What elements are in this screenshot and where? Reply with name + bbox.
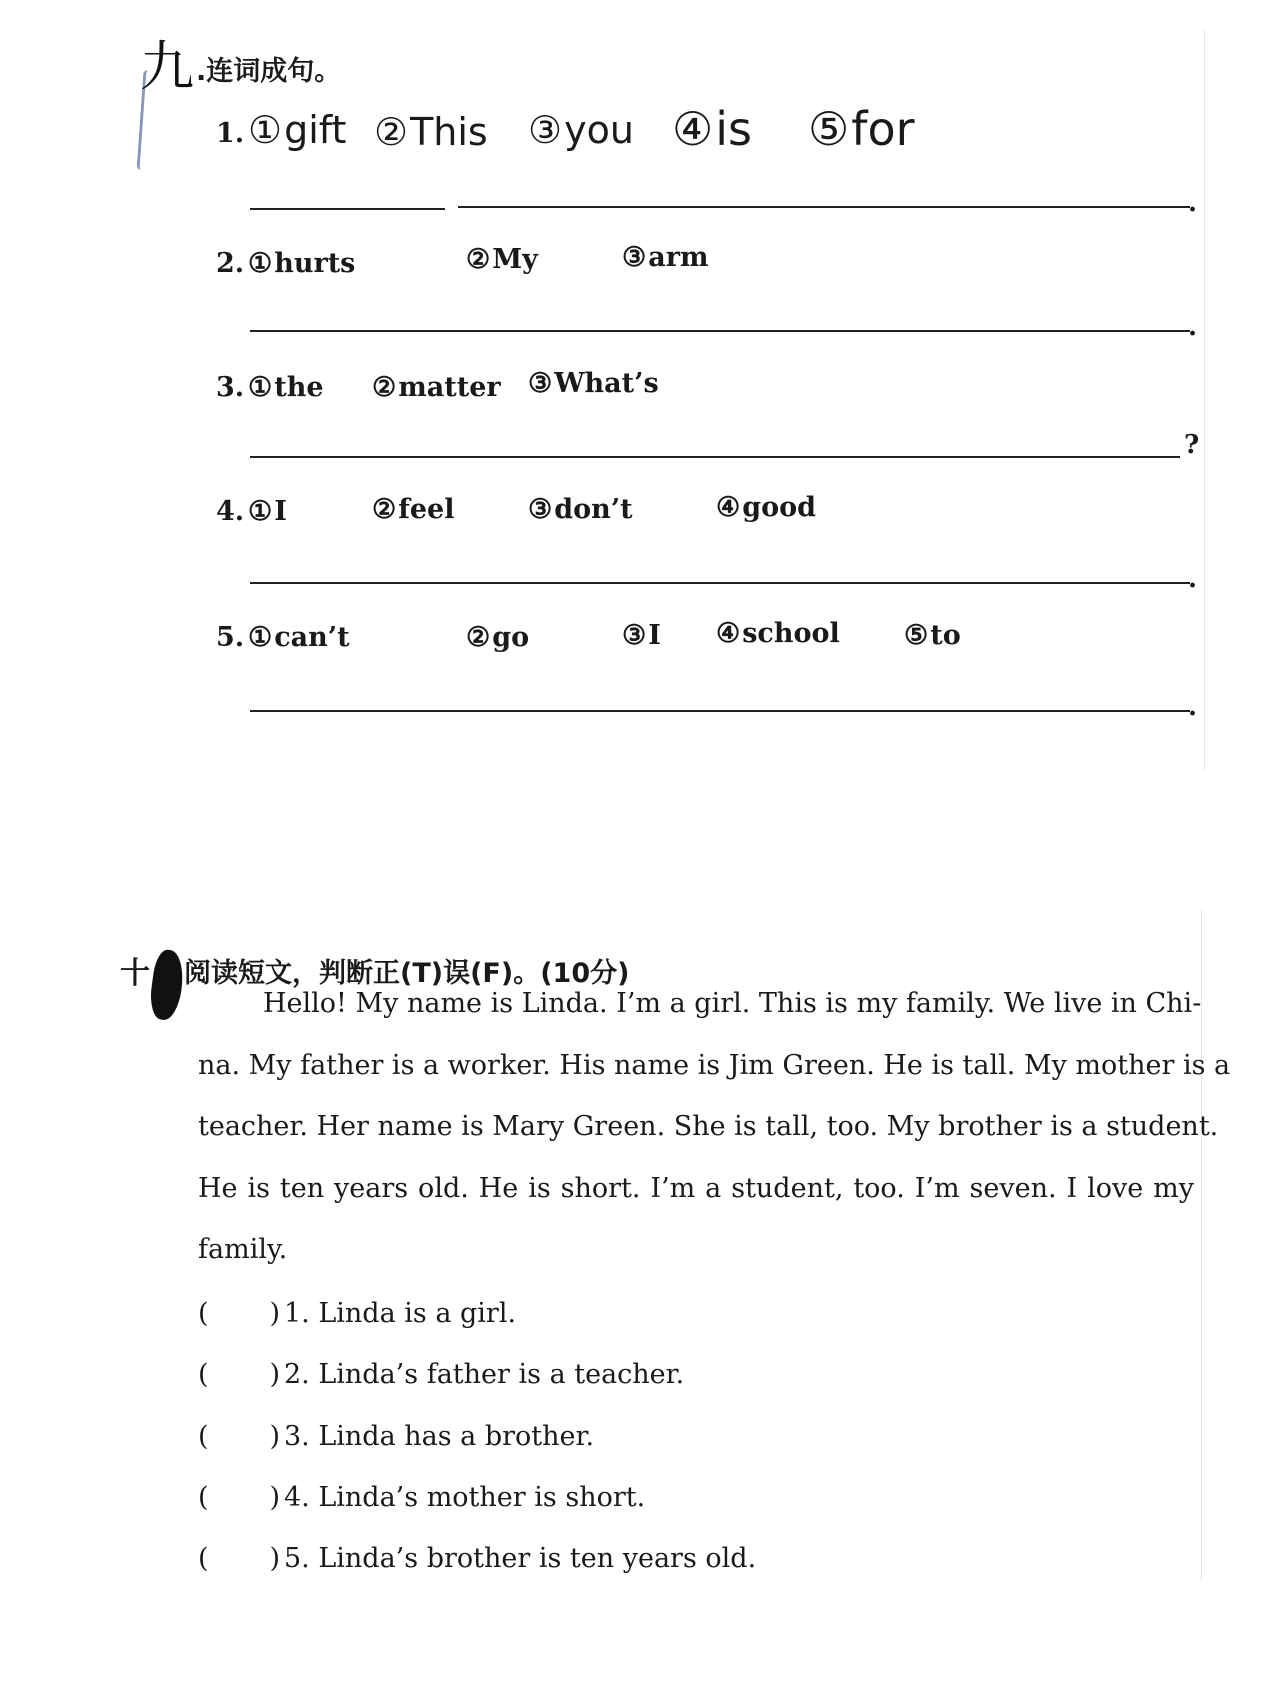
answer-paren[interactable]: ( ) [198,1482,280,1513]
word-option: ④is [672,102,752,156]
tf-statement: 3. Linda has a brother. [284,1421,595,1452]
ink-blot [147,948,186,1021]
tf-statement: 1. Linda is a girl. [284,1298,517,1329]
sentence-end-mark: . [1188,564,1198,594]
tf-statement: 5. Linda’s brother is ten years old. [284,1543,757,1574]
word-option: ①the [248,372,324,403]
section10-title: 阅读短文，判断正(T)误(F)。(10分) [184,957,630,989]
question-5: 5. [216,622,245,653]
word-option: ②matter [372,372,501,403]
sentence-end-mark: . [1188,188,1198,218]
word-option: ⑤to [904,620,961,651]
word-option: ③I [622,620,661,651]
answer-paren[interactable]: ( ) [198,1543,280,1574]
question-4: 4. [216,496,245,527]
word-option: ④school [716,618,840,649]
word-option: ②This [374,110,488,154]
tf-statement: 4. Linda’s mother is short. [284,1482,646,1513]
section9-title: .连词成句。 [196,56,342,87]
scan-edge-line [1204,30,1205,770]
sentence-end-mark: ? [1184,430,1200,460]
answer-paren[interactable]: ( ) [198,1298,280,1329]
word-option: ①I [248,496,287,527]
tf-item [198,1298,516,1329]
word-option: ③you [528,108,634,152]
answer-line[interactable] [250,208,445,210]
passage-line: teacher. Her name is Mary Green. She is tall, too. My brother is a student. [198,1111,1219,1142]
answer-paren[interactable]: ( ) [198,1421,280,1452]
tf-item [198,1421,594,1452]
sentence-end-mark: . [1188,692,1198,722]
question-3: 3. [216,372,245,403]
scan-edge-line [1201,910,1202,1580]
answer-line[interactable] [250,330,1190,332]
word-option: ③don’t [528,494,633,525]
word-option: ①hurts [248,248,356,279]
word-option: ⑤for [808,102,915,156]
word-option: ④good [716,492,816,523]
word-option: ③arm [622,242,709,273]
word-option: ③What’s [528,368,659,399]
passage-line: Hello! My name is Linda. I’m a girl. This is my family. We live in Chi- [263,988,1202,1019]
tf-item [198,1359,684,1390]
section9-heading [140,35,342,98]
section9-number: 九 [140,35,194,98]
word-option: ②feel [372,494,455,525]
answer-paren[interactable]: ( ) [198,1359,280,1390]
word-option: ②go [466,622,530,653]
word-option: ①gift [248,108,347,152]
passage-line: family. [198,1234,288,1265]
word-option: ②My [466,244,538,275]
answer-line[interactable] [250,456,1180,458]
question-number: 1. [216,118,245,149]
section10-number: 十 [120,956,150,991]
tf-item [198,1482,645,1513]
word-option: ①can’t [248,622,350,653]
answer-line[interactable] [250,710,1190,712]
answer-line[interactable] [458,206,1190,208]
sentence-end-mark: . [1188,312,1198,342]
tf-statement: 2. Linda’s father is a teacher. [284,1359,685,1390]
tf-item [198,1543,756,1574]
answer-line[interactable] [250,582,1190,584]
passage-line: na. My father is a worker. His name is Jim Green. He is tall. My mother is a [198,1050,1231,1081]
passage-line: He is ten years old. He is short. I’m a student, too. I’m seven. I love my [198,1173,1194,1204]
question-2: 2. [216,248,245,279]
question-1 [216,118,250,149]
